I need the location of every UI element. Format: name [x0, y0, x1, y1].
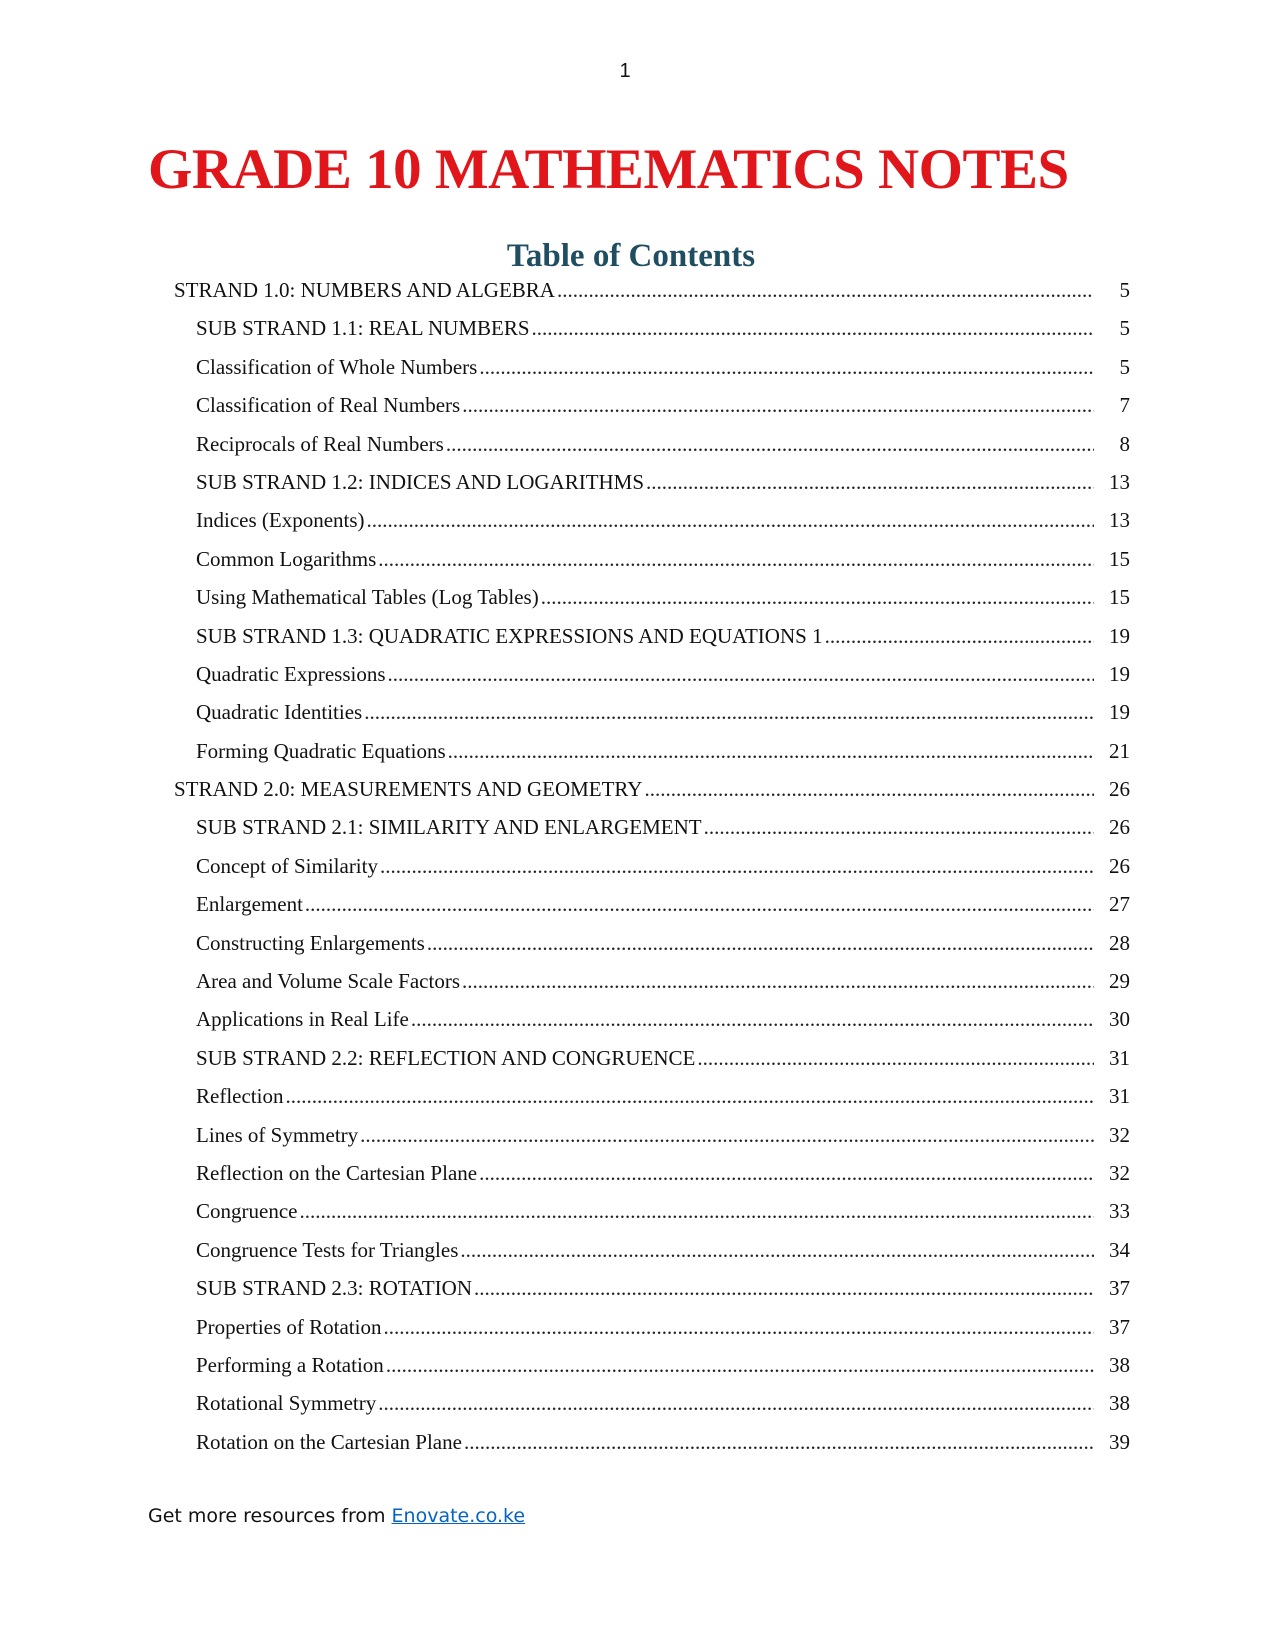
toc-entry[interactable] [0, 470, 1275, 508]
footer-link[interactable]: Enovate.co.ke [391, 1505, 526, 1527]
toc-dot-leader [448, 739, 1094, 763]
toc-entry[interactable] [0, 393, 1275, 431]
toc-dot-leader [704, 815, 1094, 839]
toc-entry[interactable] [0, 278, 1275, 316]
toc-dot-leader [380, 854, 1094, 878]
toc-dot-leader [460, 1238, 1094, 1262]
toc-entry-label: Quadratic Expressions [196, 661, 386, 686]
toc-heading: Table of Contents [506, 238, 756, 274]
toc-entry-page: 30 [1109, 1007, 1130, 1032]
toc-dot-leader [378, 1391, 1094, 1415]
toc-dot-leader [364, 700, 1094, 724]
toc-entry-page: 28 [1109, 930, 1130, 955]
toc-entry-page: 26 [1109, 853, 1130, 878]
toc-entry[interactable] [0, 508, 1275, 546]
document-title: GRADE 10 MATHEMATICS NOTES [148, 138, 1069, 201]
toc-dot-leader [462, 393, 1094, 417]
toc-entry-label: SUB STRAND 2.3: ROTATION [196, 1276, 473, 1301]
toc-entry[interactable] [0, 1161, 1275, 1199]
toc-entry-label: Rotational Symmetry [196, 1391, 377, 1416]
toc-entry-page: 19 [1109, 661, 1130, 686]
toc-entry[interactable] [0, 777, 1275, 815]
toc-entry-label: SUB STRAND 2.1: SIMILARITY AND ENLARGEMENT [196, 815, 702, 840]
toc-entry[interactable] [0, 585, 1275, 623]
toc-dot-leader [383, 1315, 1094, 1339]
toc-entry-page: 19 [1109, 700, 1130, 725]
toc-dot-leader [305, 892, 1094, 916]
toc-entry[interactable] [0, 815, 1275, 853]
toc-dot-leader [479, 1161, 1094, 1185]
toc-entry-label: SUB STRAND 2.2: REFLECTION AND CONGRUENCE [196, 1045, 696, 1070]
toc-dot-leader [532, 316, 1094, 340]
footer-text: Get more resources from [148, 1505, 392, 1527]
toc-entry[interactable] [0, 854, 1275, 892]
toc-entry-page: 5 [1119, 354, 1130, 379]
toc-entry[interactable] [0, 892, 1275, 930]
toc-dot-leader [446, 432, 1094, 456]
toc-entry[interactable] [0, 1238, 1275, 1276]
toc-dot-leader [427, 931, 1094, 955]
toc-entry-label: Area and Volume Scale Factors [196, 969, 460, 994]
toc-entry-page: 26 [1109, 815, 1130, 840]
toc-dot-leader [474, 1276, 1094, 1300]
toc-dot-leader [299, 1199, 1094, 1223]
toc-entry-page: 33 [1109, 1199, 1130, 1224]
footer [148, 1505, 525, 1527]
toc-entry[interactable] [0, 432, 1275, 470]
toc-entry-page: 38 [1109, 1352, 1130, 1377]
toc-entry[interactable] [0, 1199, 1275, 1237]
toc-entry-label: SUB STRAND 1.3: QUADRATIC EXPRESSIONS AND EQUATIONS 1 [196, 623, 823, 648]
toc-entry-label: Classification of Whole Numbers [196, 354, 478, 379]
toc-entry-label: Indices (Exponents) [196, 508, 365, 533]
toc-entry[interactable] [0, 1315, 1275, 1353]
toc-entry-label: Performing a Rotation [196, 1352, 384, 1377]
toc-entry[interactable] [0, 1391, 1275, 1429]
toc-entry-label: STRAND 1.0: NUMBERS AND ALGEBRA [174, 278, 555, 302]
toc-entry-label: SUB STRAND 1.2: INDICES AND LOGARITHMS [196, 469, 645, 494]
toc-entry-page: 31 [1109, 1084, 1130, 1109]
toc-entry-page: 37 [1109, 1314, 1130, 1339]
toc-entry-page: 21 [1109, 738, 1130, 763]
toc-entry[interactable] [0, 1046, 1275, 1084]
toc-entry-page: 31 [1109, 1045, 1130, 1070]
toc-dot-leader [386, 1353, 1094, 1377]
toc-entry[interactable] [0, 969, 1275, 1007]
toc-dot-leader [367, 508, 1094, 532]
toc-entry-label: Common Logarithms [196, 546, 377, 571]
toc-dot-leader [644, 777, 1094, 801]
toc-entry[interactable] [0, 547, 1275, 585]
toc-entry-page: 37 [1109, 1276, 1130, 1301]
toc-entry-page: 27 [1109, 892, 1130, 917]
toc-entry-page: 39 [1109, 1429, 1130, 1454]
toc-entry-label: Properties of Rotation [196, 1314, 382, 1339]
toc-entry-page: 13 [1109, 508, 1130, 533]
toc-entry-label: STRAND 2.0: MEASUREMENTS AND GEOMETRY [174, 777, 643, 802]
toc-dot-leader [697, 1046, 1094, 1070]
toc-entry[interactable] [0, 700, 1275, 738]
toc-entry-label: Congruence Tests for Triangles [196, 1237, 459, 1262]
toc-entry-label: Enlargement [196, 892, 303, 917]
table-of-contents [0, 278, 1275, 1468]
toc-entry-page: 34 [1109, 1237, 1130, 1262]
toc-entry-page: 32 [1109, 1160, 1130, 1185]
toc-entry[interactable] [0, 1123, 1275, 1161]
toc-entry-label: Reciprocals of Real Numbers [196, 431, 444, 456]
toc-entry-label: Forming Quadratic Equations [196, 738, 446, 763]
toc-dot-leader [285, 1084, 1094, 1108]
toc-entry-page: 19 [1109, 623, 1130, 648]
toc-entry-page: 15 [1109, 546, 1130, 571]
toc-entry[interactable] [0, 316, 1275, 354]
toc-entry-page: 38 [1109, 1391, 1130, 1416]
page-number: 1 [619, 60, 631, 82]
toc-entry-label: Quadratic Identities [196, 700, 363, 725]
toc-dot-leader [462, 969, 1094, 993]
toc-entry-label: Constructing Enlargements [196, 930, 425, 955]
toc-entry[interactable] [0, 1007, 1275, 1045]
toc-entry-page: 8 [1119, 431, 1130, 456]
toc-entry-page: 7 [1119, 393, 1130, 418]
toc-dot-leader [646, 470, 1094, 494]
toc-entry-page: 13 [1109, 469, 1130, 494]
toc-entry-label: Lines of Symmetry [196, 1122, 359, 1147]
toc-entry-label: Reflection on the Cartesian Plane [196, 1160, 478, 1185]
toc-entry-page: 26 [1109, 777, 1130, 802]
toc-dot-leader [825, 624, 1094, 648]
toc-entry-page: 15 [1109, 585, 1130, 610]
toc-entry-page: 5 [1119, 278, 1130, 302]
toc-entry[interactable] [0, 355, 1275, 393]
toc-entry-label: Using Mathematical Tables (Log Tables) [196, 585, 539, 610]
toc-entry-label: Rotation on the Cartesian Plane [196, 1429, 462, 1454]
toc-entry[interactable] [0, 1353, 1275, 1391]
toc-entry-label: SUB STRAND 1.1: REAL NUMBERS [196, 316, 530, 341]
toc-dot-leader [464, 1430, 1094, 1454]
toc-entry-label: Reflection [196, 1084, 284, 1109]
toc-entry[interactable] [0, 1276, 1275, 1314]
toc-entry[interactable] [0, 931, 1275, 969]
toc-entry-page: 5 [1119, 316, 1130, 341]
toc-dot-leader [360, 1123, 1094, 1147]
toc-entry-page: 29 [1109, 969, 1130, 994]
toc-entry-label: Concept of Similarity [196, 853, 378, 878]
toc-entry-label: Classification of Real Numbers [196, 393, 461, 418]
toc-dot-leader [541, 585, 1094, 609]
toc-entry[interactable] [0, 739, 1275, 777]
toc-entry[interactable] [0, 1430, 1275, 1468]
toc-dot-leader [388, 662, 1094, 686]
toc-dot-leader [411, 1007, 1094, 1031]
toc-dot-leader [479, 355, 1094, 379]
toc-entry-label: Congruence [196, 1199, 298, 1224]
toc-entry[interactable] [0, 662, 1275, 700]
toc-dot-leader [378, 547, 1094, 571]
toc-entry-label: Applications in Real Life [196, 1007, 409, 1032]
toc-entry-page: 32 [1109, 1122, 1130, 1147]
toc-entry[interactable] [0, 624, 1275, 662]
toc-dot-leader [557, 278, 1094, 302]
toc-entry[interactable] [0, 1084, 1275, 1122]
